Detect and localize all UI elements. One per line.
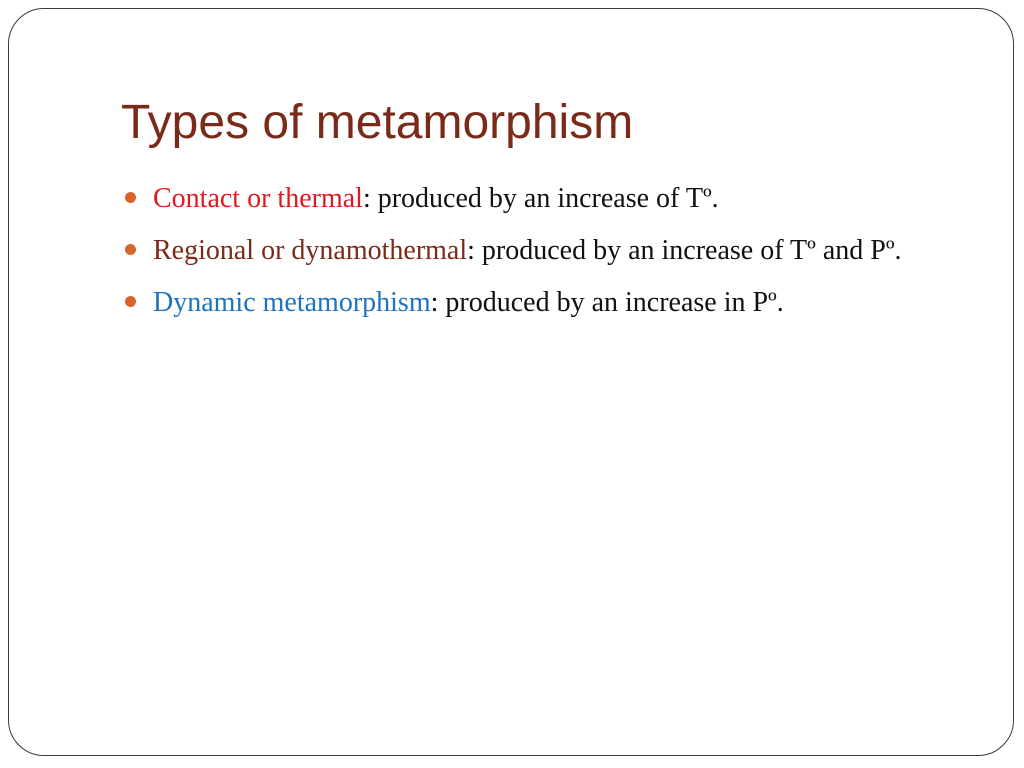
- bullet-term: Dynamic metamorphism: [153, 287, 431, 318]
- bullet-term: Regional or dynamothermal: [153, 235, 468, 266]
- bullet-contact-metamorphism: [125, 177, 955, 221]
- bullet-description: : produced by an increase in Pº.: [430, 287, 784, 318]
- bullet-description: : produced by an increase of Tº and Pº.: [467, 235, 902, 266]
- bullet-regional-metamorphism: [125, 229, 955, 273]
- bullet-description: : produced by an increase of Tº.: [362, 183, 719, 214]
- bullet-dot-icon: [125, 296, 136, 307]
- bullet-dynamic-metamorphism: [125, 281, 955, 325]
- bullet-dot-icon: [125, 192, 136, 203]
- bullet-list: [125, 177, 955, 333]
- bullet-dot-icon: [125, 244, 136, 255]
- bullet-term: Contact or thermal: [153, 183, 363, 214]
- slide-frame: [8, 8, 1014, 756]
- slide-title: Types of metamorphism: [121, 96, 634, 149]
